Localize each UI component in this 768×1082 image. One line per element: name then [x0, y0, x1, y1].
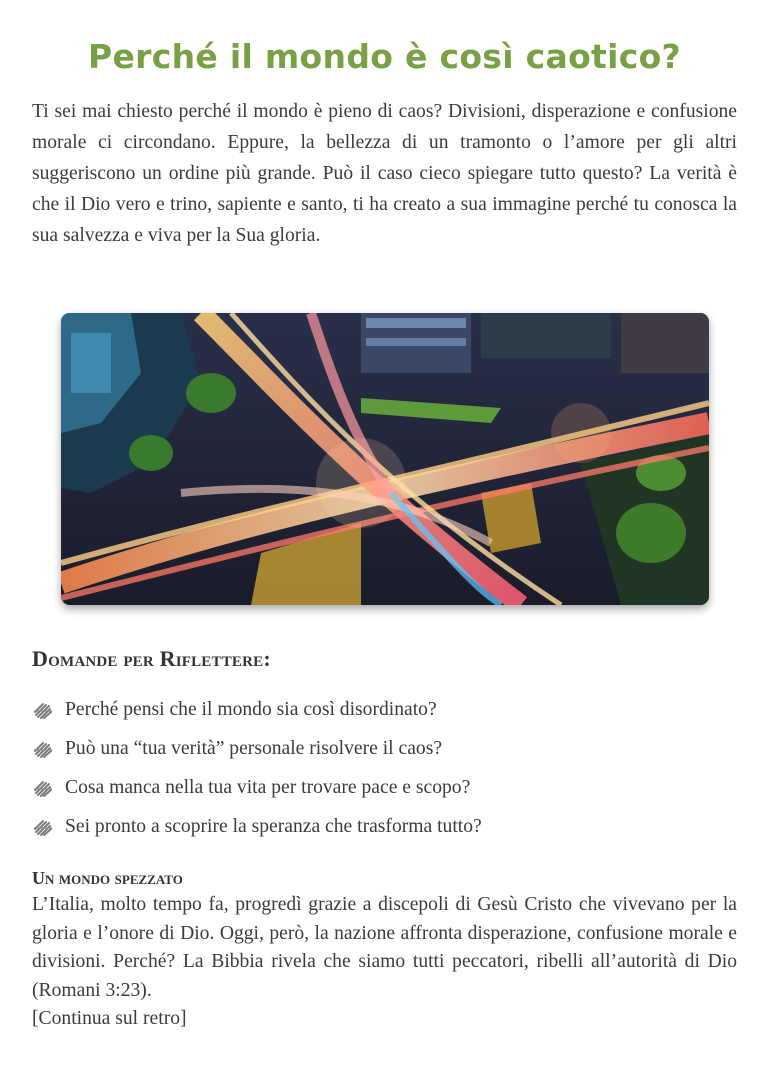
continue-note: [Continua sul retro] [32, 1008, 187, 1029]
flyer-page [32, 0, 737, 1029]
leaf-scribble-icon [32, 699, 54, 721]
section-body: L’Italia, molto tempo fa, progredì grazie a discepoli di Gesù Cristo che vivevano per la gloria e l’onore di Dio. Oggi, però, la nazione affronta disperazione, confusione morale e divisioni. Perché? La Bibbia rivela che siamo tutti peccatori, ribelli all’autorità di Dio (Romani 3:23). [32, 894, 737, 1001]
question-text: Cosa manca nella tua vita per trovare pace e scopo? [65, 776, 471, 798]
page-title: Perché il mondo è così caotico? [87, 37, 682, 76]
city-intersection-photo [61, 313, 709, 605]
question-text: Sei pronto a scoprire la speranza che trasforma tutto? [65, 815, 482, 837]
question-text: Può una “tua verità” personale risolvere il caos? [65, 737, 443, 759]
question-text: Perché pensi che il mondo sia così disordinato? [65, 698, 437, 720]
list-item [32, 768, 482, 807]
broken-world-section [32, 865, 737, 1034]
list-item [32, 729, 482, 768]
questions-list [32, 690, 482, 846]
section-heading: Un mondo spezzato [32, 868, 183, 888]
intro-paragraph: Ti sei mai chiesto perché il mondo è pieno di caos? Divisioni, disperazione e confusione morale ci circondano. Eppure, la bellezza di un tramonto o l’amore per gli altri suggeriscono un ordine più grande. Può il caso cieco spiegare tutto questo? La verità è che il Dio vero e trino, sapiente e santo, ti ha creato a sua immagine perché tu conosca la sua salvezza e viva per la Sua gloria. [32, 101, 737, 246]
leaf-scribble-icon [32, 777, 54, 799]
list-item [32, 807, 482, 846]
list-item [32, 690, 482, 729]
leaf-scribble-icon [32, 738, 54, 760]
questions-heading: Domande per Riflettere: [32, 646, 271, 671]
leaf-scribble-icon [32, 816, 54, 838]
